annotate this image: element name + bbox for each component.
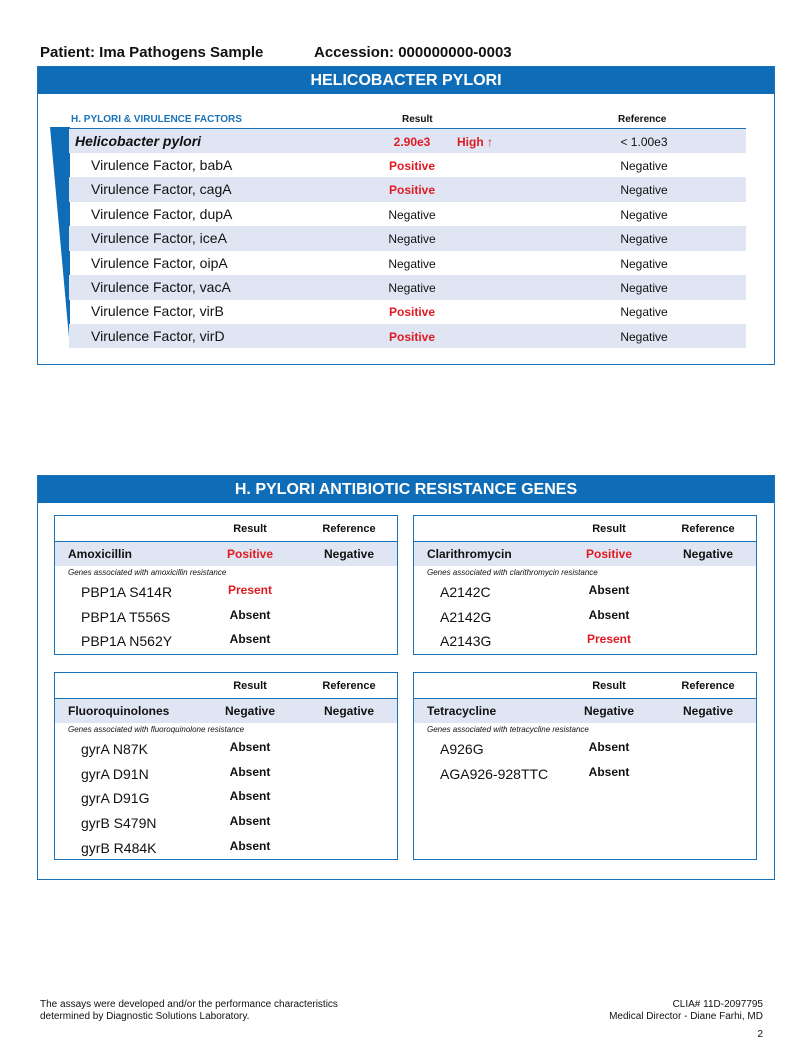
- genes-note: Genes associated with fluoroquinolone resistance: [68, 725, 245, 734]
- drug-result: Negative: [583, 704, 635, 718]
- result-column-header: Result: [233, 523, 267, 535]
- gene-result: Absent: [588, 583, 630, 597]
- virulence-factor-result: Positive: [388, 329, 436, 344]
- virulence-factor-reference: Negative: [620, 232, 668, 247]
- drug-row: [414, 698, 756, 723]
- drug-name: Fluoroquinolones: [68, 704, 170, 718]
- gene-name: PBP1A T556S: [81, 608, 171, 625]
- gene-name: gyrA D91G: [81, 790, 150, 807]
- resistance-card-clarithromycin: [413, 515, 757, 655]
- virulence-factor-result: Positive: [388, 183, 436, 198]
- page-number: 2: [757, 1029, 763, 1040]
- pathogen-reference: < 1.00e3: [620, 135, 668, 149]
- drug-name: Tetracycline: [427, 704, 497, 718]
- virulence-factor-reference: Negative: [620, 305, 668, 320]
- gene-result: Absent: [229, 607, 271, 622]
- drug-row: [55, 541, 397, 566]
- virulence-factor-name: Virulence Factor, virD: [91, 327, 225, 344]
- virulence-factor-name: Virulence Factor, vacA: [91, 279, 231, 295]
- disclaimer-line: The assays were developed and/or the performance characteristics: [40, 999, 338, 1010]
- gene-name: PBP1A S414R: [81, 584, 173, 600]
- virulence-factor-result: Negative: [388, 232, 436, 247]
- disclaimer-line: determined by Diagnostic Solutions Laboratory.: [40, 1011, 250, 1022]
- drug-reference: Negative: [682, 704, 734, 718]
- gene-result: Absent: [588, 740, 630, 754]
- virulence-factor-row: [69, 251, 746, 276]
- virulence-factor-row: [69, 299, 746, 324]
- reference-column-header: Reference: [322, 680, 376, 692]
- gene-result: Absent: [229, 740, 271, 754]
- gene-result: Absent: [229, 764, 271, 779]
- virulence-group-label: H. PYLORI & VIRULENCE FACTORS: [71, 114, 242, 125]
- gene-name: A2142C: [440, 584, 491, 600]
- virulence-factor-name: Virulence Factor, dupA: [91, 205, 233, 222]
- pathogen-row: [69, 128, 746, 153]
- section-title: HELICOBACTER PYLORI: [38, 67, 774, 94]
- gene-result: Absent: [229, 814, 271, 829]
- gene-result: Present: [586, 632, 632, 647]
- pathogen-result: 2.90e3: [393, 135, 431, 149]
- gene-name: gyrB S479N: [81, 815, 157, 832]
- high-flag: High ↑: [457, 135, 493, 149]
- drug-reference: Negative: [323, 547, 375, 561]
- section-title: H. PYLORI ANTIBIOTIC RESISTANCE GENES: [38, 476, 774, 503]
- virulence-factor-name: Virulence Factor, iceA: [91, 230, 227, 247]
- result-column-header: Result: [233, 680, 267, 692]
- result-column-header: Result: [402, 114, 433, 125]
- drug-result: Positive: [226, 547, 274, 561]
- virulence-factor-result: Positive: [388, 159, 436, 173]
- reference-column-header: Reference: [618, 114, 667, 125]
- virulence-factor-result: Positive: [388, 305, 436, 320]
- virulence-factor-row: [69, 153, 746, 178]
- gene-name: gyrB R484K: [81, 839, 157, 856]
- drug-result: Negative: [224, 704, 276, 718]
- gene-name: A2143G: [440, 633, 492, 650]
- patient-name: Patient: Ima Pathogens Sample: [40, 44, 264, 61]
- virulence-factor-result: Negative: [388, 281, 436, 295]
- resistance-card-amoxicillin: [54, 515, 398, 655]
- virulence-factor-row: [69, 324, 746, 349]
- drug-row: [414, 541, 756, 566]
- genes-note: Genes associated with clarithromycin resistance: [427, 568, 598, 577]
- genes-note: Genes associated with amoxicillin resistance: [68, 568, 227, 577]
- gene-name: A2142G: [440, 608, 492, 625]
- virulence-factor-reference: Negative: [620, 159, 668, 173]
- drug-name: Clarithromycin: [427, 547, 512, 561]
- resistance-card-tetracycline: [413, 672, 757, 860]
- gene-result: Absent: [588, 607, 630, 622]
- gene-result: Absent: [229, 838, 271, 853]
- assay-disclaimer: [40, 999, 338, 1023]
- virulence-factor-name: Virulence Factor, virB: [91, 303, 224, 320]
- gene-name: gyrA N87K: [81, 741, 148, 757]
- lab-credentials: [609, 999, 763, 1023]
- drug-name: Amoxicillin: [68, 547, 133, 561]
- gene-name: PBP1A N562Y: [81, 633, 173, 650]
- virulence-factor-name: Virulence Factor, cagA: [91, 181, 232, 198]
- virulence-factor-row: [69, 177, 746, 202]
- drug-reference: Negative: [682, 547, 734, 561]
- resistance-card-fluoroquinolones: [54, 672, 398, 860]
- drug-row: [55, 698, 397, 723]
- virulence-factor-result: Negative: [388, 256, 436, 271]
- accession-number: Accession: 000000000-0003: [314, 44, 512, 61]
- drug-result: Positive: [585, 547, 633, 561]
- gene-result: Absent: [588, 764, 630, 779]
- gene-result: Absent: [229, 789, 271, 804]
- virulence-factor-reference: Negative: [620, 183, 668, 198]
- drug-reference: Negative: [323, 704, 375, 718]
- virulence-factor-row: [69, 275, 746, 300]
- virulence-factor-row: [69, 202, 746, 227]
- reference-column-header: Reference: [681, 680, 735, 692]
- gene-name: AGA926-928TTC: [440, 765, 549, 782]
- result-column-header: Result: [592, 523, 626, 535]
- reference-column-header: Reference: [322, 523, 376, 535]
- medical-director: Medical Director - Diane Farhi, MD: [609, 1011, 763, 1022]
- pathogen-name: Helicobacter pylori: [75, 133, 202, 149]
- virulence-factor-result: Negative: [388, 207, 436, 222]
- virulence-factor-reference: Negative: [620, 207, 668, 222]
- gene-result: Present: [227, 583, 273, 597]
- virulence-factor-reference: Negative: [620, 281, 668, 295]
- virulence-factor-row: [69, 226, 746, 251]
- genes-note: Genes associated with tetracycline resistance: [427, 725, 589, 734]
- clia-number: CLIA# 11D-2097795: [672, 999, 763, 1010]
- gene-name: A926G: [440, 741, 484, 757]
- virulence-factor-reference: Negative: [620, 256, 668, 271]
- result-column-header: Result: [592, 680, 626, 692]
- virulence-factor-name: Virulence Factor, oipA: [91, 254, 228, 271]
- virulence-factor-name: Virulence Factor, babA: [91, 157, 233, 173]
- virulence-factor-reference: Negative: [620, 329, 668, 344]
- gene-name: gyrA D91N: [81, 765, 149, 782]
- gene-result: Absent: [229, 632, 271, 647]
- reference-column-header: Reference: [681, 523, 735, 535]
